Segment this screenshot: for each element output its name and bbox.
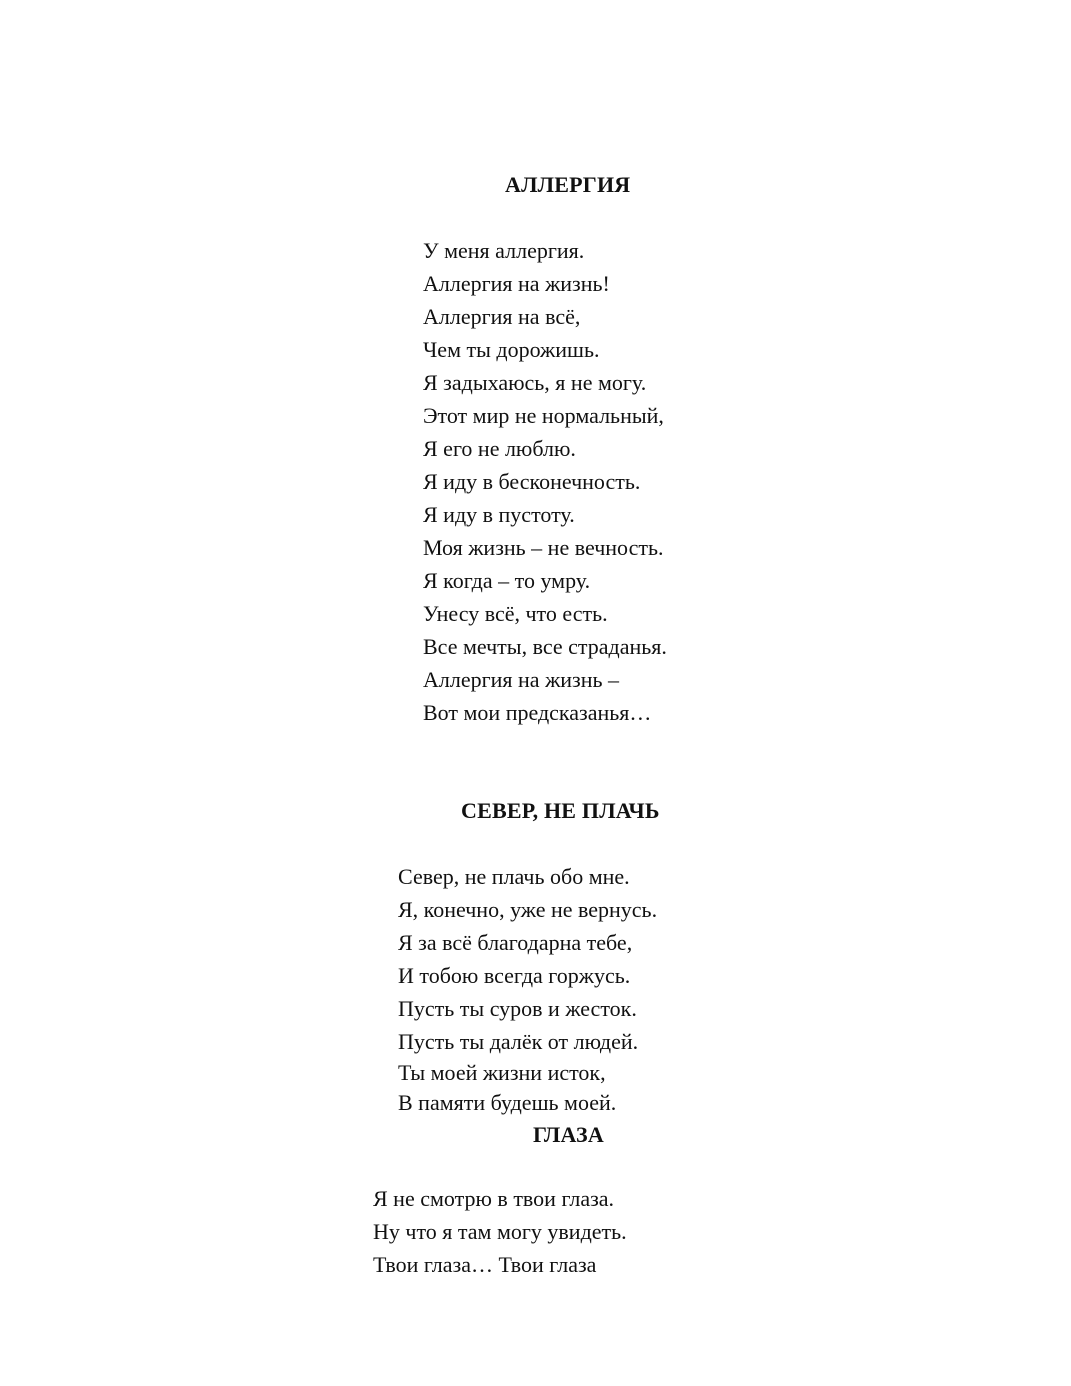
poem-line: Я его не люблю. — [423, 436, 576, 461]
poem-line: Вот мои предсказанья… — [423, 700, 652, 725]
poem-line: Чем ты дорожишь. — [423, 337, 600, 362]
poem-line: Ты моей жизни исток, — [398, 1060, 606, 1085]
poem-line: Я задыхаюсь, я не могу. — [423, 370, 647, 395]
poem-line: Твои глаза… Твои глаза — [373, 1252, 597, 1277]
poem-body-allergiya — [423, 234, 667, 729]
poem-title-allergiya: АЛЛЕРГИЯ — [505, 172, 631, 197]
poem-line: Унесу всё, что есть. — [423, 601, 608, 626]
poem-line: В памяти будешь моей. — [398, 1090, 617, 1115]
poem-body-sever-ne-plach — [398, 860, 657, 1118]
poem-line: Я когда – то умру. — [423, 568, 591, 593]
poem-line: Этот мир не нормальный, — [423, 403, 664, 428]
poem-body-glaza — [373, 1182, 627, 1281]
poem-line: Моя жизнь – не вечность. — [423, 535, 664, 560]
poem-line: Я иду в пустоту. — [423, 502, 575, 527]
poem-line: Аллергия на всё, — [423, 304, 581, 329]
poem-line: Все мечты, все страданья. — [423, 634, 667, 659]
poem-line: Я, конечно, уже не вернусь. — [398, 897, 658, 922]
poem-line: Я за всё благодарна тебе, — [398, 930, 633, 955]
poem-line: Я не смотрю в твои глаза. — [373, 1186, 615, 1211]
poem-line: Ну что я там могу увидеть. — [373, 1219, 627, 1244]
poem-line: Север, не плачь обо мне. — [398, 864, 630, 889]
poem-line: Аллергия на жизнь – — [423, 667, 620, 692]
poem-line: Пусть ты суров и жесток. — [398, 996, 637, 1021]
poem-line: Пусть ты далёк от людей. — [398, 1029, 639, 1054]
poem-line: И тобою всегда горжусь. — [398, 963, 631, 988]
poem-title-glaza: ГЛАЗА — [533, 1122, 604, 1147]
poem-line: У меня аллергия. — [423, 238, 585, 263]
poem-line: Я иду в бесконечность. — [423, 469, 641, 494]
poem-title-sever-ne-plach: СЕВЕР, НЕ ПЛАЧЬ — [461, 798, 660, 823]
poem-line: Аллергия на жизнь! — [423, 271, 610, 296]
